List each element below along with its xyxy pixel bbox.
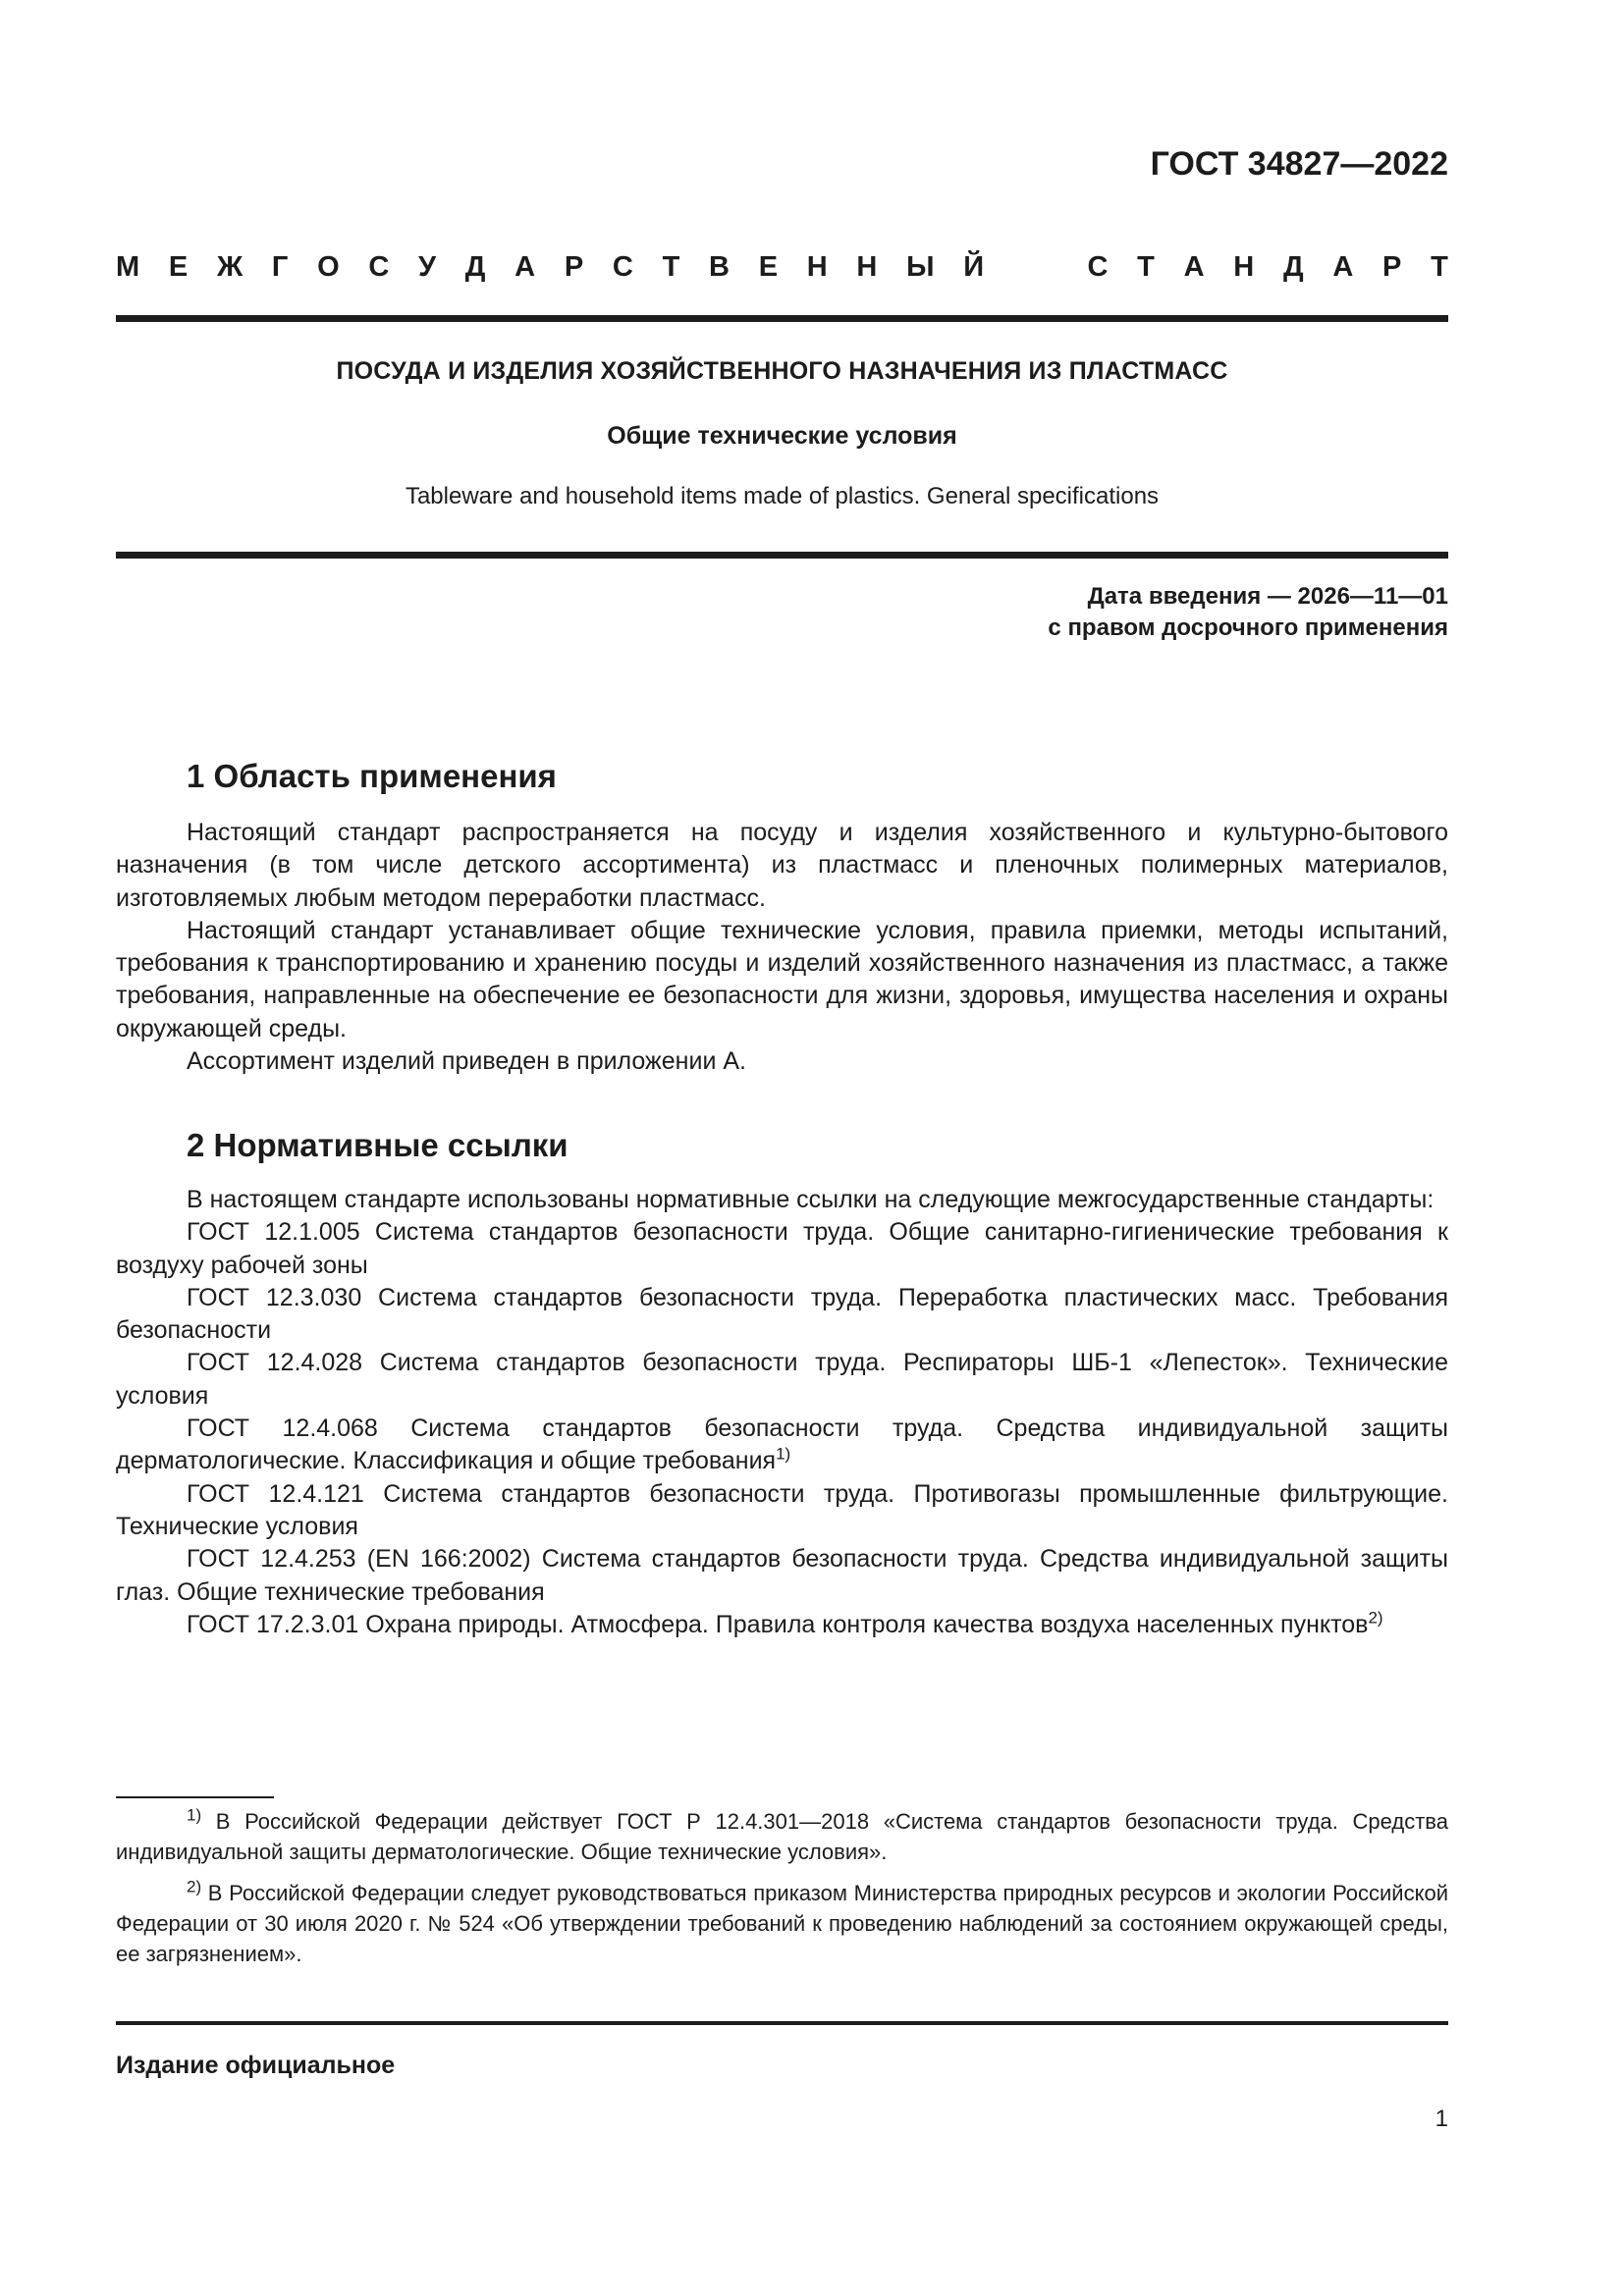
section-1-body	[116, 817, 1448, 1078]
header-letter: Т	[1431, 251, 1448, 283]
header-letter: Д	[464, 251, 486, 283]
header-letter: Н	[806, 251, 828, 283]
normative-reference: ГОСТ 12.4.028 Система стандартов безопасности труда. Респираторы ШБ-1 «Лепесток». Технические условия	[116, 1349, 1448, 1410]
paragraph: Ассортимент изделий приведен в приложении А.	[187, 1047, 746, 1076]
header-letter: Ы	[906, 251, 935, 283]
footnote-text: В Российской Федерации следует руководствоваться приказом Министерства природных ресурсов и экологии Российской Федерации от 30 июля 2020 г. № 524 «Об утверждении требований к проведению наблюдений за состоянием окружающей среды, ее загрязнением».	[116, 1881, 1448, 1966]
effective-date: Дата введения — 2026—11—01	[1087, 583, 1448, 610]
document-subtitle: Общие технические условия	[607, 422, 957, 450]
document-title: ПОСУДА И ИЗДЕЛИЯ ХОЗЯЙСТВЕННОГО НАЗНАЧЕНИЯ ИЗ ПЛАСТМАСС	[336, 357, 1228, 385]
normative-reference: ГОСТ 12.3.030 Система стандартов безопасности труда. Переработка пластических масс. Требования безопасности	[116, 1283, 1448, 1345]
header-letter: Д	[1282, 251, 1304, 283]
header-letter: О	[317, 251, 340, 283]
footnote-mark: 2)	[187, 1877, 202, 1896]
top-rule	[116, 315, 1448, 322]
header-letter: А	[1183, 251, 1205, 283]
footnotes	[116, 1806, 1448, 1980]
effective-date-block	[1048, 581, 1448, 644]
header-letter: М	[116, 251, 140, 283]
official-edition-label: Издание официальное	[116, 2052, 396, 2079]
header-letter: Ж	[216, 251, 244, 283]
normative-reference	[116, 1609, 1448, 1641]
title-rule	[116, 552, 1448, 559]
normative-reference: ГОСТ 12.4.253 (EN 166:2002) Система стандартов безопасности труда. Средства индивидуальной защиты глаз. Общие технические требования	[116, 1545, 1448, 1606]
footnote-ref-2: 2)	[1368, 1608, 1383, 1628]
header-letter: Н	[1233, 251, 1255, 283]
paragraph: В настоящем стандарте использованы нормативные ссылки на следующие межгосударственные стандарты:	[187, 1186, 1435, 1213]
header-letter: В	[709, 251, 730, 283]
header-letter: Й	[963, 251, 985, 283]
header-letter: С	[612, 251, 633, 283]
standard-designation: ГОСТ 34827—2022	[1150, 145, 1448, 183]
early-application-note: с правом досрочного применения	[1048, 614, 1448, 641]
header-letter: Т	[1137, 251, 1155, 283]
header-letter: Т	[662, 251, 680, 283]
header-letter: Е	[758, 251, 779, 283]
normative-reference: ГОСТ 12.4.121 Система стандартов безопасности труда. Противогазы промышленные фильтрующие. Технические условия	[116, 1479, 1448, 1540]
header-letter: Г	[271, 251, 289, 283]
header-letter: Р	[1382, 251, 1402, 283]
bottom-rule	[116, 2021, 1448, 2025]
header-letter: Р	[564, 251, 584, 283]
header-letter: С	[368, 251, 390, 283]
header-letter: С	[1087, 251, 1109, 283]
normative-reference	[116, 1413, 1448, 1478]
word-gap	[1013, 251, 1058, 284]
footnote-2	[116, 1878, 1448, 1969]
header-letter: А	[1332, 251, 1354, 283]
standard-type-header	[116, 251, 1448, 284]
header-letter: Е	[168, 251, 189, 283]
header-letter: Н	[856, 251, 878, 283]
footnote-ref-1: 1)	[776, 1445, 791, 1465]
footnote-text: В Российской Федерации действует ГОСТ Р 12.4.301—2018 «Система стандартов безопасности труда. Средства индивидуальной защиты дерматологические. Общие технические условия».	[116, 1809, 1448, 1864]
paragraph: Настоящий стандарт распространяется на посуду и изделия хозяйственного и культурно-бытового назначения (в том числе детского ассортимента) из пластмасс и пленочных полимерных материалов, изготовляемых любым методом переработки пластмасс.	[116, 819, 1448, 912]
footnote-1	[116, 1806, 1448, 1867]
english-title: Tableware and household items made of plastics. General specifications	[405, 483, 1160, 509]
page-number: 1	[1435, 2106, 1448, 2132]
header-letter: У	[418, 251, 437, 283]
section-1-heading: 1 Область применения	[187, 758, 557, 794]
footnote-mark: 1)	[187, 1805, 202, 1825]
reference-text: ГОСТ 12.4.068 Система стандартов безопасности труда. Средства индивидуальной защиты дерматологические. Классификация и общие требования	[116, 1415, 1448, 1475]
normative-reference: ГОСТ 12.1.005 Система стандартов безопасности труда. Общие санитарно-гигиенические требования к воздуху рабочей зоны	[116, 1218, 1448, 1279]
paragraph: Настоящий стандарт устанавливает общие технические условия, правила приемки, методы испытаний, требования к транспортированию и хранению посуды и изделий хозяйственного назначения из пластмасс, а также требования, направленные на обеспечение ее безопасности для жизни, здоровья, имущества населения и охраны окружающей среды.	[116, 916, 1448, 1042]
reference-text: ГОСТ 17.2.3.01 Охрана природы. Атмосфера. Правила контроля качества воздуха населенных пунктов	[187, 1610, 1369, 1638]
footnote-separator	[116, 1796, 274, 1798]
header-letter: А	[514, 251, 536, 283]
section-2-body	[116, 1184, 1448, 1641]
section-2-heading: 2 Нормативные ссылки	[187, 1127, 568, 1163]
